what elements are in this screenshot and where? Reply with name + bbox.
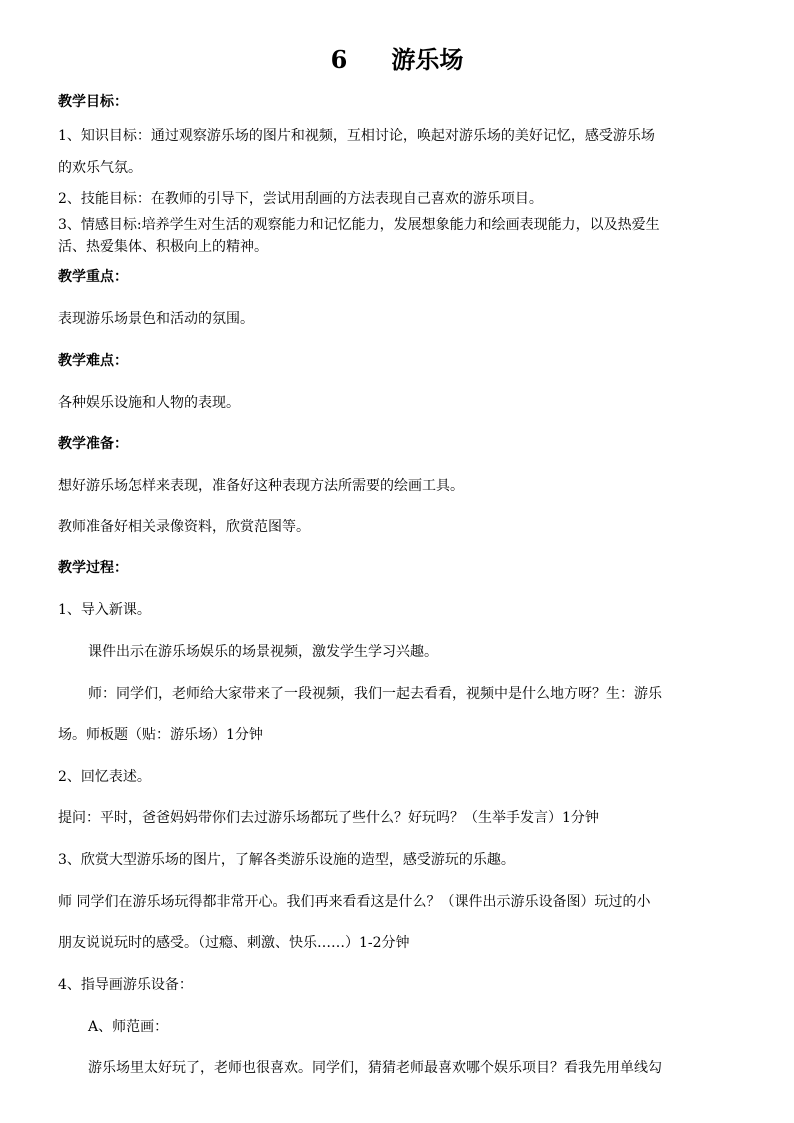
- goal-knowledge-line1: 1、知识目标：通过观察游乐场的图片和视频，互相讨论，唤起对游乐场的美好记忆，感受游乐场: [58, 128, 655, 144]
- preparation-line1: 想好游乐场怎样来表现，准备好这种表现方法所需要的绘画工具。: [58, 478, 464, 494]
- heading-preparation: 教学准备：: [58, 436, 128, 452]
- goal-skill: 2、技能目标：在教师的引导下，尝试用刮画的方法表现自己喜欢的游乐项目。: [58, 191, 543, 207]
- process-step-3: 3、欣赏大型游乐场的图片，了解各类游乐设施的造型，感受游玩的乐趣。: [58, 852, 515, 868]
- process-step-2-detail: 提问：平时，爸爸妈妈带你们去过游乐场都玩了些什么？好玩吗？（生举手发言）1分钟: [58, 810, 599, 826]
- difficulties-text: 各种娱乐设施和人物的表现。: [58, 395, 240, 411]
- process-step-3-detail-line1: 师 同学们在游乐场玩得都非常开心。我们再来看看这是什么？（课件出示游乐设备图）玩过的小: [58, 894, 651, 910]
- heading-process: 教学过程：: [58, 560, 128, 576]
- page-title: [0, 44, 794, 76]
- process-step-1-dialogue-line2: 场。师板题（贴：游乐场）1分钟: [58, 727, 263, 743]
- process-step-4: 4、指导画游乐设备：: [58, 977, 193, 993]
- process-step-1: 1、导入新课。: [58, 602, 151, 618]
- key-points-text: 表现游乐场景色和活动的氛围。: [58, 311, 254, 327]
- process-step-4a: A、师范画：: [88, 1019, 169, 1035]
- process-step-3-detail-line2: 朋友说说玩时的感受。（过瘾、刺激、快乐……）1-2分钟: [58, 935, 410, 951]
- lesson-title: 游乐场: [391, 45, 464, 74]
- heading-key-points: 教学重点：: [58, 269, 128, 285]
- goal-emotion-line1: 3、情感目标:培养学生对生活的观察能力和记忆能力，发展想象能力和绘画表现能力，以及热爱生: [58, 217, 660, 233]
- goal-emotion-line2: 活、热爱集体、积极向上的精神。: [58, 239, 268, 255]
- heading-difficulties: 教学难点：: [58, 353, 128, 369]
- lesson-number: 6: [330, 45, 348, 74]
- process-step-1-detail: 课件出示在游乐场娱乐的场景视频，激发学生学习兴趣。: [88, 644, 438, 660]
- preparation-line2: 教师准备好相关录像资料，欣赏范图等。: [58, 519, 310, 535]
- process-step-4a-detail: 游乐场里太好玩了，老师也很喜欢。同学们，猜猜老师最喜欢哪个娱乐项目？看我先用单线勾: [88, 1060, 662, 1076]
- process-step-1-dialogue-line1: 师：同学们，老师给大家带来了一段视频，我们一起去看看，视频中是什么地方呀？生：游乐: [88, 686, 662, 702]
- goal-knowledge-line2: 的欢乐气氛。: [58, 160, 142, 176]
- heading-teaching-goals: 教学目标：: [58, 94, 128, 110]
- process-step-2: 2、回忆表述。: [58, 769, 151, 785]
